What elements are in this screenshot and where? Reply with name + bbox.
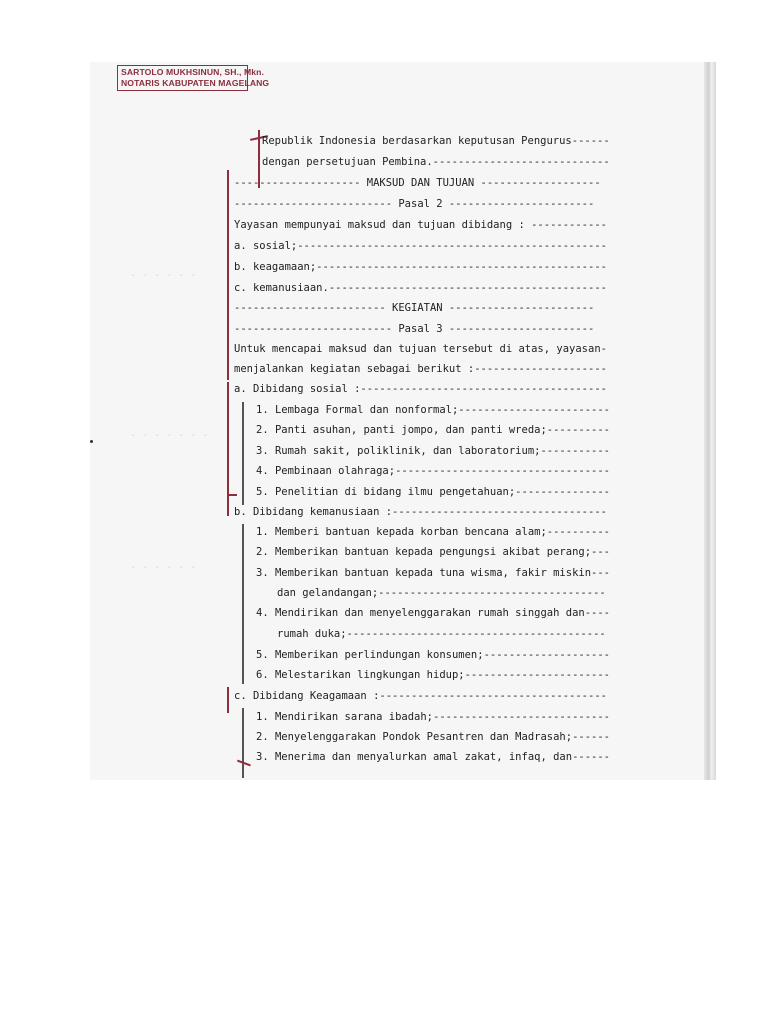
sub-list-item: 2. Menyelenggarakan Pondok Pesantren dan Madrasah;------ (256, 731, 611, 743)
sub-list-item: 4. Pembinaan olahraga;---------------------------------- (256, 465, 611, 477)
margin-bracket-3 (227, 687, 229, 713)
section-heading: ------------------------ KEGIATAN ----------------------- (234, 302, 595, 314)
section-heading: -------------------- MAKSUD DAN TUJUAN ------------------- (234, 177, 601, 189)
sub-list-continuation: rumah duka;----------------------------------------- (277, 628, 606, 640)
sub-list-item: 1. Mendirikan sarana ibadah;---------------------------- (256, 711, 611, 723)
sub-list-continuation: dan gelandangan;------------------------------------ (277, 587, 606, 599)
article-heading: ------------------------- Pasal 2 ----------------------- (234, 198, 595, 210)
sub-list-item: 3. Memberikan bantuan kepada tuna wisma, fakir miskin--- (256, 567, 611, 579)
list-item: c. kemanusiaan.-------------------------------------------- (234, 282, 607, 294)
margin-line-sosial (242, 402, 244, 505)
sub-list-item: 1. Lembaga Formal dan nonformal;------------------------ (256, 404, 611, 416)
list-item: a. sosial;------------------------------------------------- (234, 240, 607, 252)
sub-list-item: 2. Memberikan bantuan kepada pengungsi akibat perang;--- (256, 546, 611, 558)
sub-list-item: 4. Mendirikan dan menyelenggarakan rumah singgah dan---- (256, 607, 611, 619)
text-line: Untuk mencapai maksud dan tujuan tersebut di atas, yayasan- (234, 343, 607, 355)
margin-line-keagamaan (242, 708, 244, 778)
text-line: Yayasan mempunyai maksud dan tujuan dibidang : ------------ (234, 219, 607, 231)
sub-list-item: 1. Memberi bantuan kepada korban bencana alam;---------- (256, 526, 611, 538)
margin-mark-bottom (237, 760, 251, 766)
sub-list-item: 5. Penelitian di bidang ilmu pengetahuan;--------------- (256, 486, 611, 498)
margin-bracket-2 (227, 382, 229, 516)
list-item: b. Dibidang kemanusiaan :---------------------------------- (234, 506, 607, 518)
list-item: b. keagamaan;---------------------------------------------- (234, 261, 607, 273)
text-line: menjalankan kegiatan sebagai berikut :--------------------- (234, 363, 607, 375)
scan-speck (90, 440, 93, 443)
list-item: c. Dibidang Keagamaan :------------------------------------ (234, 690, 607, 702)
sub-list-item: 6. Melestarikan lingkungan hidup;----------------------- (256, 669, 611, 681)
margin-line-kemanusiaan (242, 524, 244, 684)
scanned-page (90, 62, 716, 780)
sub-list-item: 3. Menerima dan menyalurkan amal zakat, infaq, dan------ (256, 751, 611, 763)
stamp-line-name: SARTOLO MUKHSINUN, SH., Mkn. (121, 67, 265, 77)
text-line: Republik Indonesia berdasarkan keputusan Pengurus------ (262, 135, 610, 147)
text-line: dengan persetujuan Pembina.---------------------------- (262, 156, 610, 168)
article-heading: ------------------------- Pasal 3 ----------------------- (234, 323, 595, 335)
margin-bracket-tick (227, 494, 237, 496)
sub-list-item: 3. Rumah sakit, poliklinik, dan laboratorium;----------- (256, 445, 611, 457)
stamp-line-title: NOTARIS KABUPATEN MAGELANG (121, 78, 270, 88)
page-edge-shadow (704, 62, 716, 780)
bleed-through-mark: - - - - - - - (130, 430, 209, 441)
margin-bracket-1 (227, 170, 229, 380)
bleed-through-mark: - - - - - - (130, 270, 197, 281)
bleed-through-mark: - - - - - - (130, 562, 197, 573)
notary-stamp (117, 65, 270, 91)
sub-list-item: 2. Panti asuhan, panti jompo, dan panti wreda;---------- (256, 424, 611, 436)
sub-list-item: 5. Memberikan perlindungan konsumen;-------------------- (256, 649, 611, 661)
list-item: a. Dibidang sosial :--------------------------------------- (234, 383, 607, 395)
